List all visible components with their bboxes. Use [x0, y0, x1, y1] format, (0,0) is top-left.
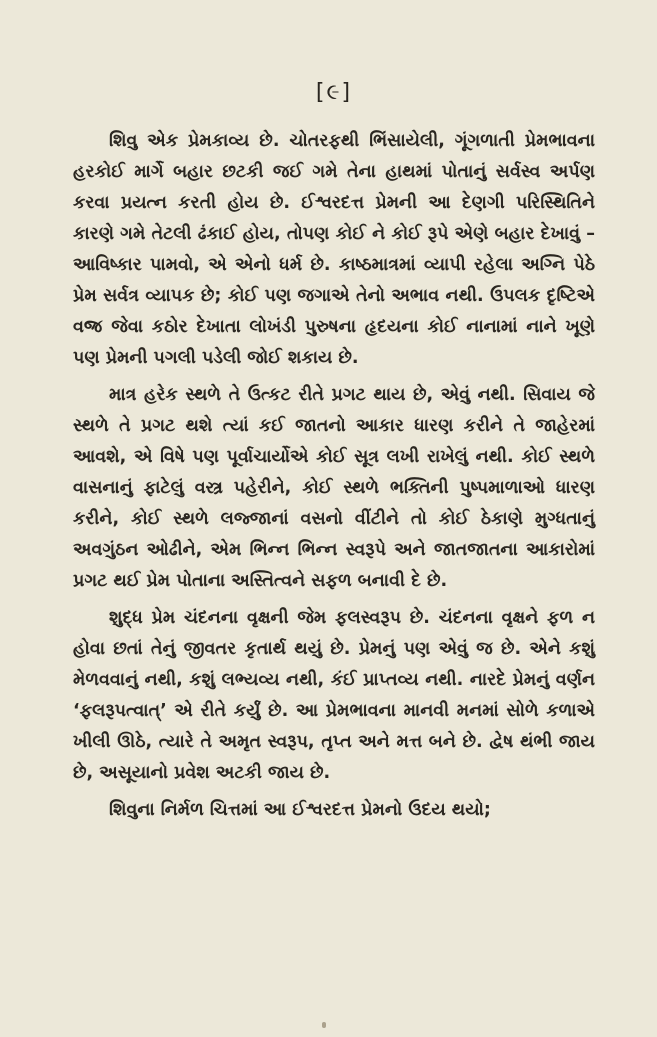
paragraph-3: શુદ્ધ પ્રેમ ચંદનના વૃક્ષની જેમ ફલસ્વરૂપ છે. ચંદનના વૃક્ષને ફળ ન હોવા છતાં તેનું જીવતર કૃતાર્થ થયું છે. પ્રેમનું પણ એવું જ છે. એને કશું મેળવવાનું નથી, કશું લભ્યવ્ય નથી, કંઈ પ્રાપ્તવ્ય નથી. નારદે પ્રેમનું વર્ણન ‘ફલરૂપત્વાત્’ એ રીતે કર્યું છે. આ પ્રેમભાવના માનવી મનમાં સોળે કળાએ ખીલી ઊઠે, ત્યારે તે અમૃત સ્વરૂપ, તૃપ્ત અને મત્ત બને છે. દ્વેષ થંભી જાય છે, અસૂયાનો પ્રવેશ અટકી જાય છે. — [73, 608, 595, 783]
paragraph-1: શિવુ એક પ્રેમકાવ્ય છે. ચોતરફથી ભિંસાયેલી, ગૂંગળાતી પ્રેમભાવના હરકોઈ માર્ગે બહાર છટકી જઈ ગમે તેના હાથમાં પોતાનું સર્વસ્વ અર્પણ કરવા પ્રયત્ન કરતી હોય છે. ઈશ્વરદત્ત પ્રેમની આ દેણગી પરિસ્થિતિને કારણે ગમે તેટલી ઢંકાઈ હોય, તોપણ કોઈ ને કોઈ રૂપે એણે બહાર દેખાવું – આવિષ્કાર પામવો, એ એનો ધર્મ છે. કાષ્ઠમાત્રમાં વ્યાપી રહેલા અગ્નિ પેઠે પ્રેમ સર્વત્ર વ્યાપક છે; કોઈ પણ જગાએ તેનો અભાવ નથી. ઉપલક દૃષ્ટિએ વજ્ર જેવા કઠોર દેખાતા લોખંડી પુરુષના હૃદયના કોઈ નાનામાં નાને ખૂણે પણ પ્રેમની પગલી પડેલી જોઈ શકાય છે. — [73, 131, 595, 368]
ink-smudge — [322, 1022, 326, 1028]
paragraph-4-start: શિવુના નિર્મળ ચિત્તમાં આ ઈશ્વરદત્ત પ્રેમનો ઉદય થયો; — [109, 800, 491, 820]
paragraph-2: માત્ર હરેક સ્થળે તે ઉત્કટ રીતે પ્રગટ થાય છે, એવું નથી. સિવાય જે સ્થળે તે પ્રગટ થશે ત્યાં કઈ જાતનો આકાર ધારણ કરીને તે જાહેરમાં આવશે, એ વિષે પણ પૂર્વાચાર્યોએ કોઈ સૂત્ર લખી રાખેલું નથી. કોઈ સ્થળે વાસનાનું ફાટેલું વસ્ત્ર પહેરીને, કોઈ સ્થળે ભક્તિની પુષ્પમાળાઓ ધારણ કરીને, કોઈ સ્થળે લજ્જાનાં વસનો વીંટીને તો કોઈ ઠેકાણે મુગ્ધતાનું અવગુંઠન ઓઢીને, એમ ભિન્ન ભિન્ન સ્વરૂપે અને જાતજાતના આકારોમાં પ્રગટ થઈ પ્રેમ પોતાના અસ્તિત્વને સફળ બનાવી દે છે. — [73, 385, 595, 591]
page-number: [૯] — [315, 80, 353, 105]
